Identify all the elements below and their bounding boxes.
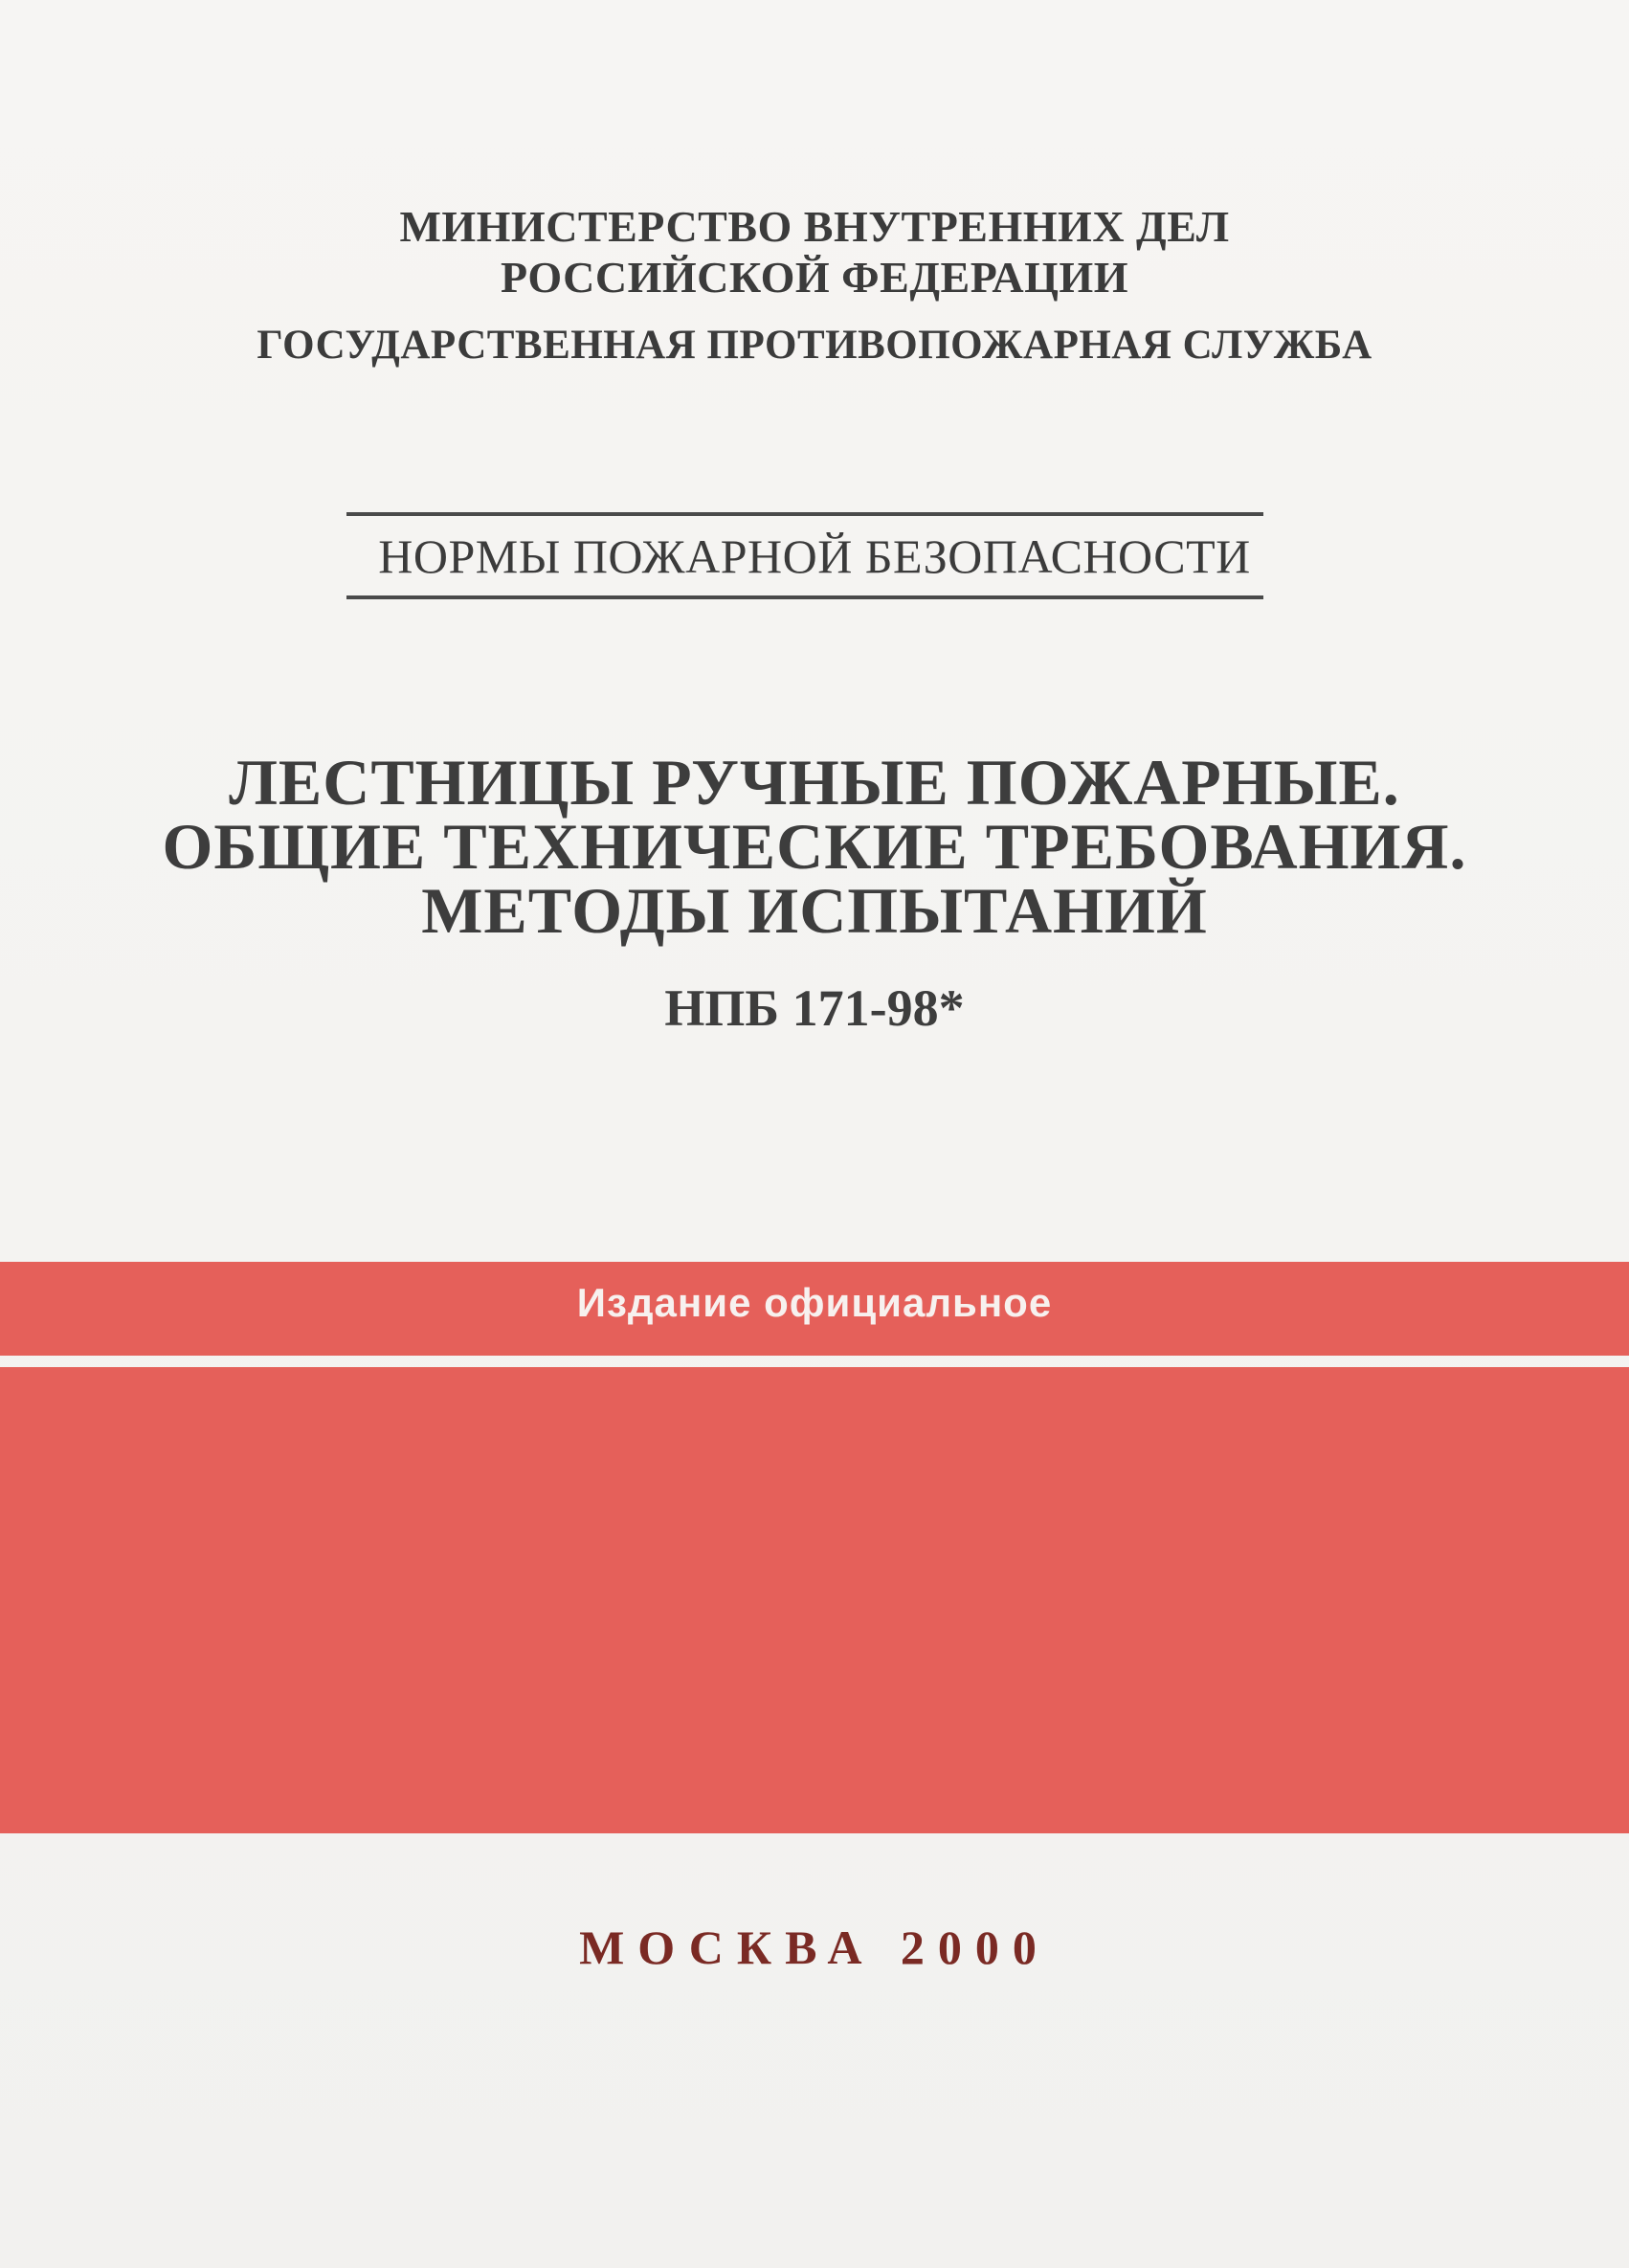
edition-label: Издание официальное — [576, 1280, 1053, 1325]
service-name: ГОСУДАРСТВЕННАЯ ПРОТИВОПОЖАРНАЯ СЛУЖБА — [257, 323, 1372, 368]
divider-top — [346, 512, 1263, 516]
divider-bottom — [346, 595, 1263, 599]
document-code: НПБ 171-98* — [664, 979, 965, 1037]
document-title-line3: МЕТОДЫ ИСПЫТАНИЙ — [421, 874, 1208, 947]
norms-title: НОРМЫ ПОЖАРНОЙ БЕЗОПАСНОСТИ — [378, 529, 1251, 583]
ministry-name-line2: РОССИЙСКОЙ ФЕДЕРАЦИИ — [501, 253, 1128, 302]
decorative-band — [0, 1367, 1629, 1833]
ministry-name-line1: МИНИСТЕРСТВО ВНУТРЕННИХ ДЕЛ — [399, 202, 1230, 251]
city-year: МОСКВА 2000 — [579, 1920, 1050, 1974]
document-title-line1: ЛЕСТНИЦЫ РУЧНЫЕ ПОЖАРНЫЕ. — [229, 746, 1400, 819]
document-title-line2: ОБЩИЕ ТЕХНИЧЕСКИЕ ТРЕБОВАНИЯ. — [162, 810, 1467, 883]
